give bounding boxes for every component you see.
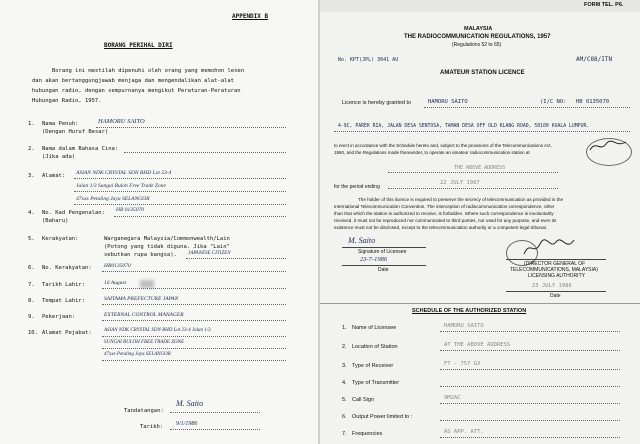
schedule-2-number: 2. <box>342 344 347 350</box>
station-location-line <box>388 172 558 173</box>
field-5-line <box>186 258 286 259</box>
field-5-text-3: sebutkan rupa bangsa). <box>104 252 177 258</box>
field-1-label: Nama Penuh: <box>42 121 79 127</box>
conditions-text-4: received, it must not be reproduced nor communicated to third parties, nor used for any purpose, and even its <box>334 218 557 223</box>
field-10-line-1 <box>102 336 286 337</box>
field-4-number: 4. <box>28 210 35 216</box>
field-1-line <box>96 127 286 128</box>
director-label-3: LICENSING AUTHORITY <box>528 273 585 279</box>
field-2-label: Nama dalam Bahasa Cina: <box>42 146 119 152</box>
schedule-7-value: AS APP. ATT. <box>444 429 484 435</box>
licensee-line <box>424 107 630 108</box>
field-3-value-line-3: 47xxx Petaling Jaya SELANGOR <box>76 196 150 202</box>
licensee-name: HAMORU SAITO <box>428 99 468 105</box>
field-3-label: Alamat: <box>42 173 66 179</box>
licence-reference: No. KPT(JPL) 3041 AU <box>338 57 399 63</box>
field-8-number: 8. <box>28 298 35 304</box>
director-date: 23 JULY 1986 <box>532 283 572 289</box>
schedule-5-number: 5. <box>342 397 347 403</box>
form-reference: FORM TEL. P6. <box>584 2 624 8</box>
applicant-signature: M. Saito <box>176 399 204 408</box>
signature-line <box>170 412 260 413</box>
schedule-4-number: 4. <box>342 380 347 386</box>
field-9-number: 9. <box>28 314 35 320</box>
schedule-2-value: AT THE ABOVE ADDRESS <box>444 342 511 348</box>
licence-title: AMATEUR STATION LICENCE <box>440 70 525 76</box>
period-line <box>388 188 558 189</box>
field-5-number: 5. <box>28 236 35 242</box>
licence-number: AM/C88/ITN <box>576 56 613 63</box>
field-3-value-line-2: Jalan 1/3 Sungai Buloh Free Trade Zone <box>76 183 166 189</box>
field-10-line-3 <box>102 360 286 361</box>
schedule-5-line <box>440 403 620 404</box>
appendix-label: APPENDIX B <box>232 13 269 20</box>
schedule-title: SCHEDULE OF THE AUTHORIZED STATION <box>412 308 527 314</box>
licensee-signature-label: Signature of Licensee <box>358 249 407 255</box>
schedule-2-line <box>440 350 620 351</box>
field-6-value: HB0135070 <box>104 263 131 269</box>
conditions-text-1: The holder of this licence is required to preserve the secrecy of telecommunication as provided in the <box>358 197 564 202</box>
schedule-6-number: 6. <box>342 414 347 420</box>
schedule-6-label: Output Power limited to : <box>352 414 413 420</box>
field-10-value-line-2: SUNGAI BULOH FREE TRADE ZONE <box>104 340 184 345</box>
field-4-label: No. Kad Pengenalan: <box>42 210 105 216</box>
licensee-date-label: Date <box>378 267 389 273</box>
field-5-text-2: (Potong yang tidak diguna. Jika "Lain" <box>104 244 230 250</box>
ic-number: HB 0135070 <box>576 99 610 105</box>
schedule-5-label: Call Sign <box>352 397 375 403</box>
authorise-text-1: to erect in accordance with the Schedule hereto and, subject to the provisions of the Telecommunications Act, <box>334 143 552 148</box>
field-5-value: JAPANESE CITIZEN <box>188 251 231 256</box>
field-1-sublabel: (Dengan Huruf Besar) <box>42 129 109 135</box>
intro-line-4: Hubungan Radio, 1957. <box>32 98 102 104</box>
conditions-text-5: existence must not be disclosed, except to the telecommunication authority or a competent legal tribunal. <box>334 225 547 230</box>
schedule-6-line <box>440 420 620 421</box>
regulations-title: THE RADIOCOMMUNICATION REGULATIONS, 1957 <box>404 34 551 40</box>
period-value: 22 JULY 1987 <box>440 180 480 186</box>
field-4-line <box>114 216 286 217</box>
director-date-label: Date <box>550 293 561 299</box>
field-2-sublabel: (Jika ada) <box>42 154 76 160</box>
field-3-line-1 <box>74 178 286 179</box>
field-2-line <box>124 152 286 153</box>
schedule-4-line <box>440 386 620 387</box>
schedule-3-value: FT - 757 GX <box>444 361 481 367</box>
field-2-number: 2. <box>28 146 35 152</box>
director-label-2: TELECOMMUNICATIONS, MALAYSIA) <box>510 267 598 273</box>
country-heading: MALAYSIA <box>464 26 493 32</box>
period-label: for the period ending <box>334 184 380 190</box>
schedule-7-line <box>440 437 620 438</box>
station-location: THE ABOVE ADDRESS <box>454 165 506 171</box>
field-10-line-2 <box>102 348 286 349</box>
schedule-5-value: 9M2AC <box>444 395 461 401</box>
licensee-signature-line <box>342 247 426 248</box>
field-3-line-2 <box>74 191 286 192</box>
date-label: Tarikh: <box>140 424 164 430</box>
field-7-number: 7. <box>28 282 35 288</box>
field-4-value: HB 0135070 <box>116 207 144 213</box>
intro-line-2: dan akan bertanggungjawab menjaga dan mengendalikan alat-alat <box>32 78 234 84</box>
director-date-line <box>506 291 606 292</box>
intro-line-1: Borang ini mestilah dipenuhi oleh orang yang memohon lesen <box>52 68 245 74</box>
conditions-text-3: than that which the station is authorized to receive, is forbidden. Where such correspondence is involuntarily <box>334 211 554 216</box>
director-signature-line <box>506 259 606 260</box>
field-8-line <box>102 304 286 305</box>
schedule-1-number: 1. <box>342 325 347 331</box>
licensee-date-line <box>342 265 426 266</box>
schedule-1-line <box>440 331 620 332</box>
intro-line-3: hubungan radio, dengan sempurnanya mengikut Peraturan-Peraturan <box>32 88 241 94</box>
signature-label: Tandatangan: <box>124 408 164 414</box>
field-7-line <box>102 288 286 289</box>
field-9-line <box>102 320 286 321</box>
authority-signature-top <box>588 138 628 154</box>
field-10-value-line-3: 47xxx Petaling Jaya SELANGOR <box>104 352 171 357</box>
field-6-number: 6. <box>28 265 35 271</box>
schedule-7-label: Frequencies <box>352 431 383 437</box>
field-10-value-line-1: ASIAN NDK CRYSTAL SDN BHD Lot 23-4 Jalan 1/3 <box>104 328 211 333</box>
field-8-label: Tempat Lahir: <box>42 298 86 304</box>
field-7-label: Tarikh Lahir: <box>42 282 86 288</box>
field-1-value: HAMORU SAITO <box>98 118 145 125</box>
licensee-address: 4-9C, PAREK RIA, JALAN DESA SENTOSA, TAMAN DESA OFF OLD KLANG ROAD, 58100 KUALA LUMPUR. <box>338 124 590 129</box>
authorise-text-2: 1950, and the Regulations made thereunder, to operate an amateur radiocommunication station at <box>334 150 530 155</box>
schedule-2-label: Location of Station <box>352 344 398 350</box>
schedule-divider <box>320 303 640 304</box>
granted-prefix: Licence is hereby granted to <box>342 100 412 106</box>
schedule-7-number: 7. <box>342 431 347 437</box>
schedule-3-label: Type of Receiver <box>352 363 394 369</box>
field-3-line-3 <box>74 204 286 205</box>
field-6-line <box>102 271 286 272</box>
schedule-4-label: Type of Transmitter <box>352 380 400 386</box>
director-label-1: (DIRECTOR GENERAL OF <box>524 261 586 267</box>
date-line <box>170 429 260 430</box>
field-9-value: EXTERNAL CONTROL MANAGER <box>104 312 184 318</box>
address-line <box>334 131 630 132</box>
schedule-3-number: 3. <box>342 363 347 369</box>
left-page-personal-particulars-form <box>0 0 318 444</box>
field-3-value-line-1: ASIAN NDK CRYSTAL SDN BHD Lot 23-4 <box>76 170 172 176</box>
field-3-number: 3. <box>28 173 35 179</box>
regulations-subtitle: (Regulations 52 to 65) <box>452 42 502 48</box>
field-10-number: 10. <box>28 330 38 336</box>
ic-label: (I/C NO: <box>540 99 567 105</box>
field-9-label: Pekerjaan: <box>42 314 76 320</box>
right-page-amateur-station-licence <box>320 0 640 444</box>
applicant-date: 9/1/1986 <box>176 421 198 427</box>
licensee-sign-date: 23-7-1986 <box>360 256 388 263</box>
field-4-sublabel: (Baharu) <box>42 218 69 224</box>
field-6-label: No. Kerakyatan: <box>42 265 92 271</box>
schedule-1-value: HAMORU SAITO <box>444 323 484 329</box>
field-10-label: Alamat Pejabat: <box>42 330 92 336</box>
form-title: BORANG PERIHAL DIRI <box>104 42 173 49</box>
field-7-value: 16 August <box>104 280 127 286</box>
licensee-signature: M. Saito <box>348 236 376 245</box>
field-5-label: Kerakyatan: <box>42 236 79 242</box>
schedule-3-line <box>440 369 620 370</box>
field-1-number: 1. <box>28 121 35 127</box>
field-8-value: SAITAMA PREFECTURE JAPAN <box>104 296 179 302</box>
conditions-text-2: International Telecommunication Convention. The interception of radiocommunication correspondence, other <box>334 204 555 209</box>
schedule-1-label: Name of Licensee <box>352 325 397 331</box>
redacted-year-blur <box>140 280 154 288</box>
field-5-text-1: Warganegara Malaysia/Commonwealth/Lain <box>104 236 230 242</box>
